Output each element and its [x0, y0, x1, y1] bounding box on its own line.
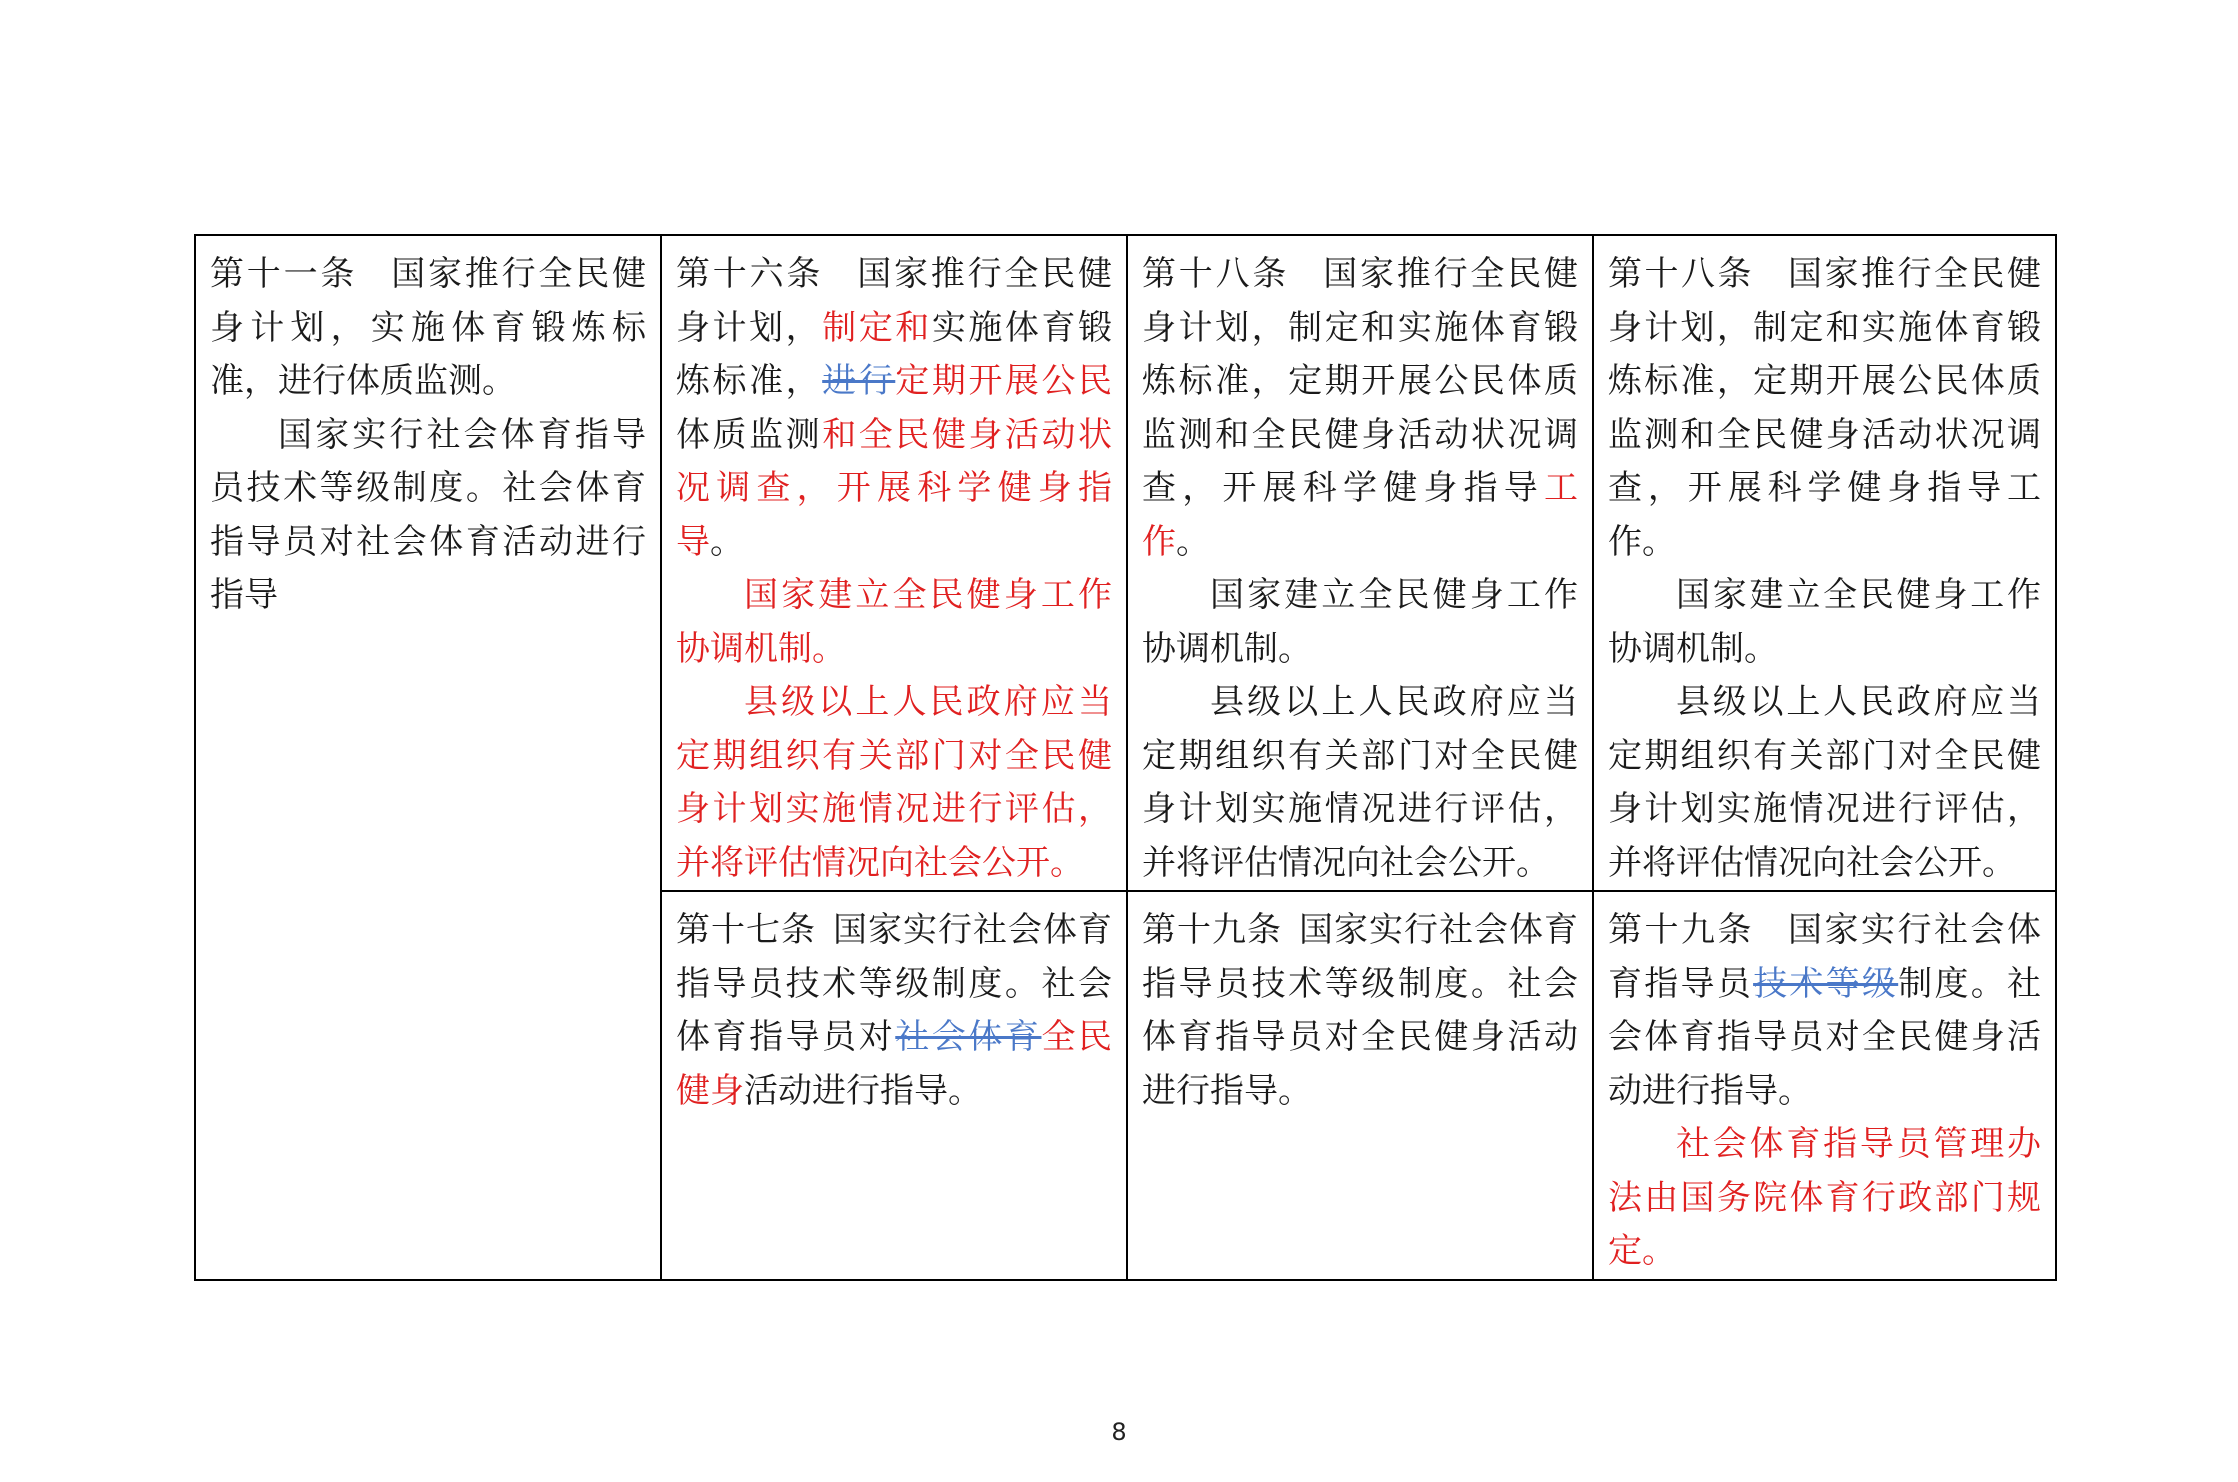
article-text: 实施体育锻炼标准， — [676, 307, 1113, 401]
added-text: 全民健身 — [676, 1017, 1113, 1111]
cell-original-article-11 — [195, 235, 661, 1280]
deleted-text: 进行 — [822, 361, 896, 401]
deleted-text: 社会体育 — [895, 1017, 1042, 1057]
article-paragraph: 县级以上人民政府应当定期组织有关部门对全民健身计划实施情况进行评估，并将评估情况向社会公开。 — [1142, 682, 1578, 883]
article-text: 国家推行全民健身计划，实施体育锻炼标准，进行体质监测。 — [210, 254, 647, 401]
article-title: 第十九条 — [1142, 910, 1282, 950]
deleted-text: 技术等级 — [1753, 963, 1899, 1004]
article-title: 第十八条 — [1608, 254, 1754, 294]
article-text: 国家推行全民健身计划，制定和实施体育锻炼标准，定期开展公民体质监测和全民健身活动状况调查，开展科学健身指导 — [1142, 254, 1579, 508]
article-text: 。 — [710, 521, 744, 562]
article-text: 制度。社会体育指导员对全民健身活动进行指导。 — [1608, 963, 2042, 1111]
table-row — [195, 235, 2056, 891]
cell-revised-article-18 — [1127, 235, 1593, 891]
comparison-table — [194, 234, 2057, 1281]
added-text: 定期开展公民 — [895, 361, 1113, 401]
article-text: 国家实行社会体育指导员 — [1608, 910, 2041, 1004]
added-text: 工作 — [1142, 468, 1578, 562]
cell-final-article-19 — [1593, 891, 2056, 1280]
article-paragraph — [676, 248, 1112, 569]
article-paragraph: 县级以上人民政府应当定期组织有关部门对全民健身计划实施情况进行评估，并将评估情况向社会公开。 — [1608, 682, 2041, 883]
article-paragraph: 国家建立全民健身工作协调机制。 — [1608, 575, 2041, 669]
article-text: 活动进行指导。 — [744, 1070, 982, 1111]
cell-draft-article-17 — [661, 891, 1127, 1280]
article-text: 国家实行社会体育指导员技术等级制度。社会体育指导员对全民健身活动进行指导。 — [1142, 910, 1578, 1111]
article-paragraph — [1608, 248, 2041, 569]
article-title: 第十一条 — [210, 254, 358, 294]
cell-final-article-18 — [1593, 235, 2056, 891]
added-text: 和全民健身活动状况调查，开展科学健身指导 — [676, 414, 1113, 562]
article-paragraph — [1142, 248, 1578, 569]
cell-revised-article-19 — [1127, 891, 1593, 1280]
article-text: 体质监测 — [676, 414, 823, 455]
article-title: 第十九条 — [1608, 910, 1754, 950]
added-text: 制定和 — [822, 307, 932, 348]
article-text: 国家推行全民健身计划， — [676, 254, 1113, 348]
article-text: 国家推行全民健身计划，制定和实施体育锻炼标准，定期开展公民体质监测和全民健身活动状况调查，开展科学健身指导工作。 — [1608, 254, 2041, 562]
added-paragraph: 国家建立全民健身工作协调机制。 — [676, 575, 1112, 669]
added-paragraph: 县级以上人民政府应当定期组织有关部门对全民健身计划实施情况进行评估，并将评估情况向社会公开。 — [676, 682, 1112, 883]
article-paragraph — [676, 904, 1112, 1118]
article-paragraph: 国家建立全民健身工作协调机制。 — [1142, 575, 1578, 669]
article-paragraph — [210, 248, 646, 409]
article-title: 第十七条 — [676, 910, 816, 950]
added-paragraph: 社会体育指导员管理办法由国务院体育行政部门规定。 — [1608, 1124, 2041, 1271]
article-paragraph — [1608, 904, 2041, 1118]
article-paragraph: 国家实行社会体育指导员技术等级制度。社会体育指导员对社会体育活动进行指导 — [210, 414, 646, 615]
article-text: 。 — [1176, 521, 1210, 562]
article-title: 第十八条 — [1142, 254, 1290, 294]
article-text: 国家实行社会体育指导员技术等级制度。社会体育指导员对 — [676, 910, 1112, 1057]
article-title: 第十六条 — [676, 254, 824, 294]
article-paragraph — [1142, 904, 1578, 1118]
cell-draft-article-16 — [661, 235, 1127, 891]
page-number: 8 — [1111, 1418, 1127, 1446]
